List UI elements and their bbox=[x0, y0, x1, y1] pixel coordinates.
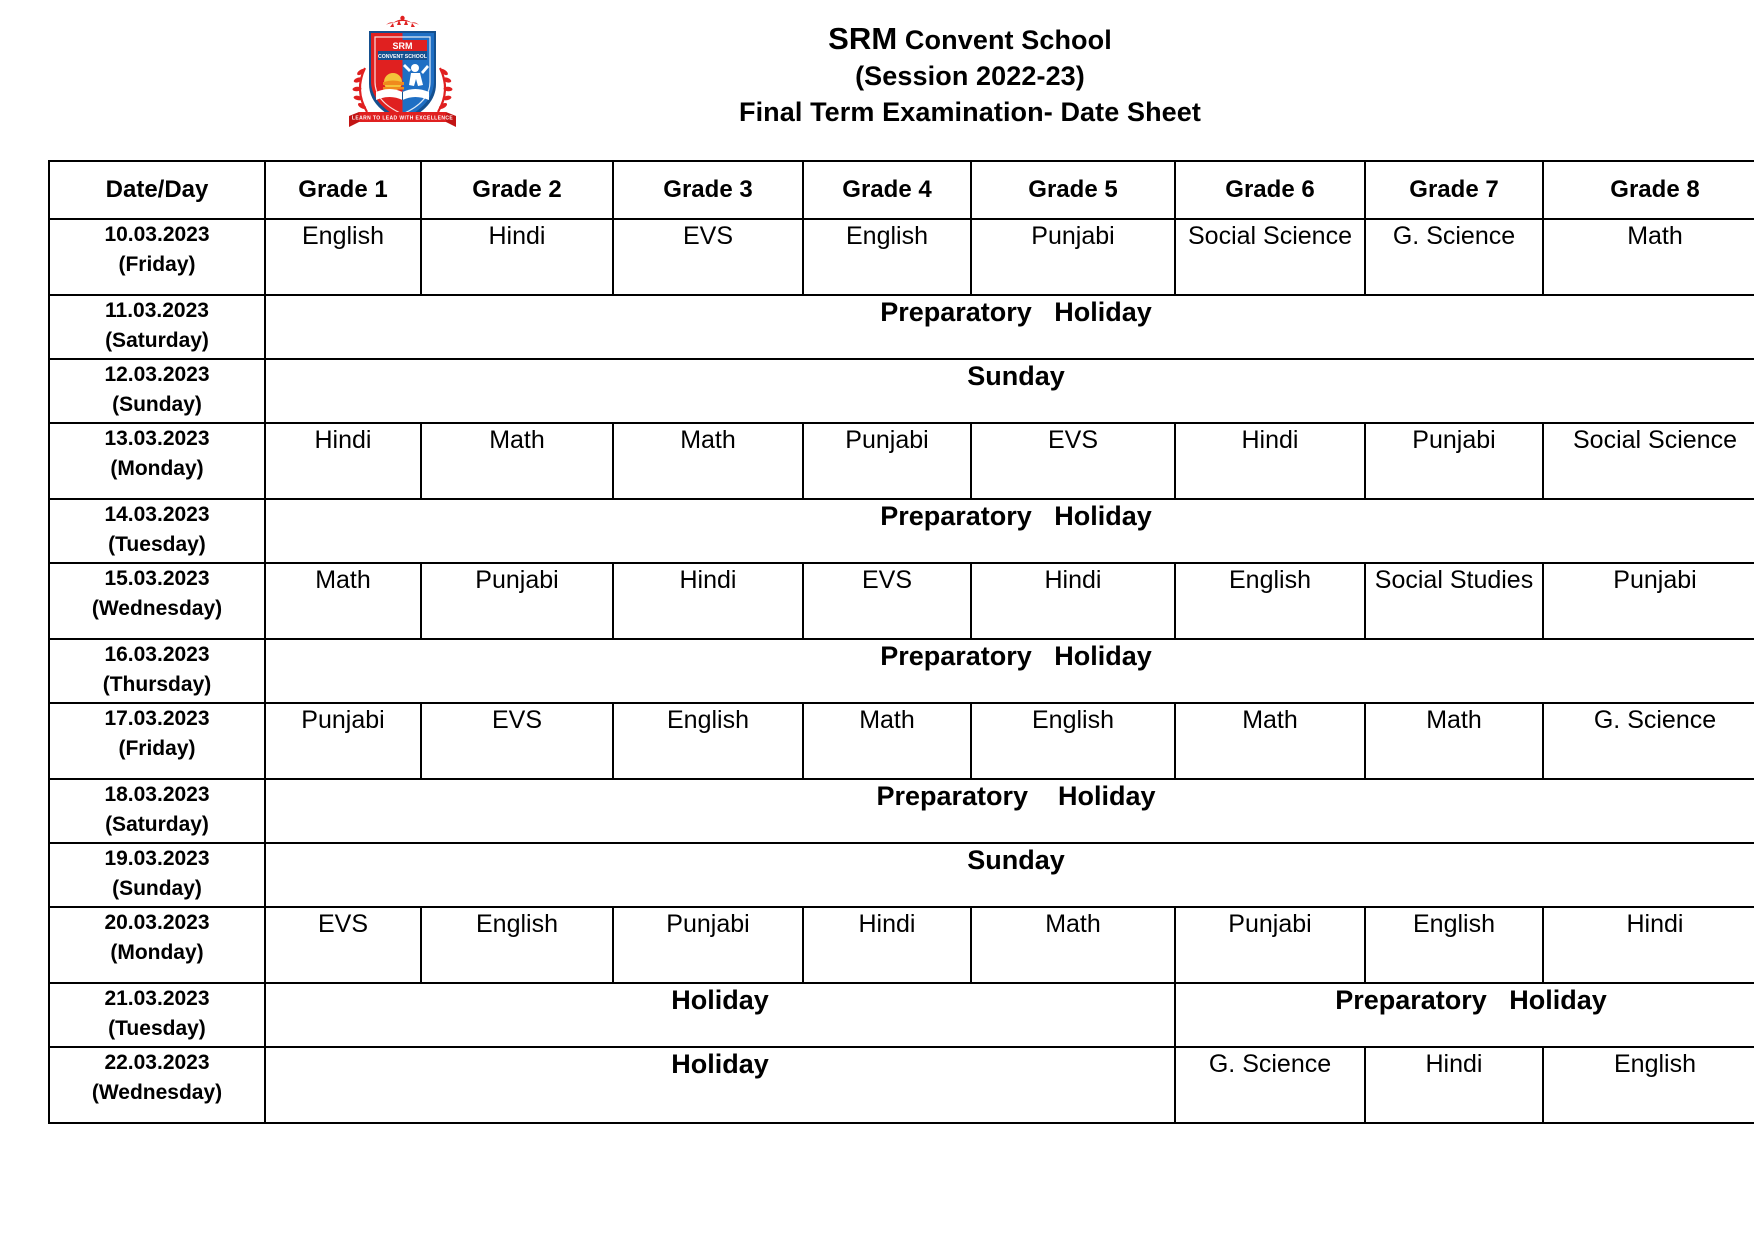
date-text: 10.03.2023 bbox=[104, 223, 210, 246]
holiday-banner-cell: Preparatory Holiday bbox=[265, 295, 1754, 359]
subject-cell: Hindi bbox=[265, 423, 421, 499]
subject-cell: Math bbox=[613, 423, 803, 499]
subject-cell: G. Science bbox=[1175, 1047, 1365, 1123]
school-name-bold: SRM bbox=[828, 21, 898, 56]
day-text: (Friday) bbox=[118, 737, 196, 761]
date-sheet-table bbox=[48, 160, 1754, 1124]
subject-cell: Math bbox=[1543, 219, 1754, 295]
subject-cell: Hindi bbox=[1175, 423, 1365, 499]
subject-cell: EVS bbox=[613, 219, 803, 295]
school-logo-icon bbox=[345, 12, 460, 130]
subject-cell: English bbox=[971, 703, 1175, 779]
subject-cell: English bbox=[265, 219, 421, 295]
subject-cell: Punjabi bbox=[803, 423, 971, 499]
day-text: (Tuesday) bbox=[108, 533, 206, 557]
column-header-grade-3 bbox=[613, 161, 803, 219]
subject-cell: G. Science bbox=[1543, 703, 1754, 779]
table-row bbox=[49, 499, 1754, 563]
column-header-label: Grade 7 bbox=[1409, 175, 1499, 203]
column-header-grade-2 bbox=[421, 161, 613, 219]
date-text: 17.03.2023 bbox=[104, 707, 210, 730]
holiday-banner-cell-right: Preparatory Holiday bbox=[1175, 983, 1754, 1047]
table-row bbox=[49, 843, 1754, 907]
date-day-cell bbox=[49, 499, 265, 563]
subject-cell: G. Science bbox=[1365, 219, 1543, 295]
holiday-banner-cell: Preparatory Holiday bbox=[265, 639, 1754, 703]
document-title-line: Final Term Examination- Date Sheet bbox=[738, 97, 1201, 128]
session-line: (Session 2022-23) bbox=[855, 61, 1085, 92]
date-day-cell bbox=[49, 219, 265, 295]
subject-cell: Math bbox=[1175, 703, 1365, 779]
table-row bbox=[49, 423, 1754, 499]
date-sheet-table-wrap bbox=[48, 160, 1737, 1124]
table-row bbox=[49, 359, 1754, 423]
column-header-label: Grade 5 bbox=[1028, 175, 1118, 203]
date-day-cell bbox=[49, 423, 265, 499]
date-day-cell bbox=[49, 779, 265, 843]
subject-cell: English bbox=[1365, 907, 1543, 983]
subject-cell: Hindi bbox=[1365, 1047, 1543, 1123]
table-row bbox=[49, 563, 1754, 639]
school-name-rest: Convent School bbox=[897, 25, 1112, 55]
date-text: 13.03.2023 bbox=[104, 427, 210, 450]
table-row bbox=[49, 907, 1754, 983]
title-block bbox=[470, 18, 1470, 131]
subject-cell: Hindi bbox=[971, 563, 1175, 639]
holiday-banner-cell: Sunday bbox=[265, 843, 1754, 907]
table-row bbox=[49, 295, 1754, 359]
day-text: (Sunday) bbox=[112, 393, 202, 417]
column-header-label: Grade 2 bbox=[472, 175, 562, 203]
subject-cell: Hindi bbox=[803, 907, 971, 983]
subject-cell: Punjabi bbox=[613, 907, 803, 983]
date-text: 15.03.2023 bbox=[104, 567, 210, 590]
date-day-cell bbox=[49, 563, 265, 639]
subject-cell: Hindi bbox=[613, 563, 803, 639]
holiday-banner-cell-left: Holiday bbox=[265, 983, 1175, 1047]
day-text: (Friday) bbox=[118, 253, 196, 277]
subject-cell: Social Science bbox=[1543, 423, 1754, 499]
holiday-banner-cell: Sunday bbox=[265, 359, 1754, 423]
day-text: (Wednesday) bbox=[91, 1081, 223, 1105]
table-row bbox=[49, 983, 1754, 1047]
day-text: (Sunday) bbox=[112, 877, 202, 901]
day-text: (Tuesday) bbox=[108, 1017, 206, 1041]
table-row bbox=[49, 1047, 1754, 1123]
date-text: 19.03.2023 bbox=[104, 847, 210, 870]
day-text: (Monday) bbox=[110, 941, 204, 965]
column-header-label: Grade 3 bbox=[663, 175, 753, 203]
holiday-banner-cell-left: Holiday bbox=[265, 1047, 1175, 1123]
date-day-cell bbox=[49, 295, 265, 359]
date-text: 12.03.2023 bbox=[104, 363, 210, 386]
holiday-banner-cell: Preparatory Holiday bbox=[265, 499, 1754, 563]
date-text: 16.03.2023 bbox=[104, 643, 210, 666]
svg-text:SRM: SRM bbox=[392, 41, 413, 51]
column-header-label: Grade 8 bbox=[1610, 175, 1700, 203]
table-row bbox=[49, 779, 1754, 843]
column-header-date-day bbox=[49, 161, 265, 219]
subject-cell: Punjabi bbox=[1175, 907, 1365, 983]
subject-cell: EVS bbox=[971, 423, 1175, 499]
day-text: (Wednesday) bbox=[91, 597, 223, 621]
date-day-cell bbox=[49, 1047, 265, 1123]
table-row bbox=[49, 703, 1754, 779]
subject-cell: Math bbox=[803, 703, 971, 779]
subject-cell: Hindi bbox=[1543, 907, 1754, 983]
column-header-grade-6 bbox=[1175, 161, 1365, 219]
column-header-grade-5 bbox=[971, 161, 1175, 219]
column-header-label: Date/Day bbox=[105, 175, 209, 203]
date-day-cell bbox=[49, 983, 265, 1047]
subject-cell: Social Science bbox=[1175, 219, 1365, 295]
day-text: (Thursday) bbox=[102, 673, 212, 697]
subject-cell: Math bbox=[421, 423, 613, 499]
table-row bbox=[49, 639, 1754, 703]
document-header bbox=[0, 0, 1754, 140]
subject-cell: Math bbox=[265, 563, 421, 639]
svg-text:CONVENT SCHOOL: CONVENT SCHOOL bbox=[378, 54, 427, 60]
day-text: (Saturday) bbox=[105, 813, 209, 837]
column-header-grade-8 bbox=[1543, 161, 1754, 219]
column-header-grade-7 bbox=[1365, 161, 1543, 219]
date-text: 11.03.2023 bbox=[105, 299, 209, 322]
subject-cell: EVS bbox=[803, 563, 971, 639]
subject-cell: Math bbox=[1365, 703, 1543, 779]
day-text: (Monday) bbox=[110, 457, 204, 481]
subject-cell: English bbox=[613, 703, 803, 779]
column-header-grade-1 bbox=[265, 161, 421, 219]
subject-cell: English bbox=[1175, 563, 1365, 639]
subject-cell: English bbox=[1543, 1047, 1754, 1123]
date-text: 20.03.2023 bbox=[104, 911, 210, 934]
school-name-line bbox=[470, 18, 1470, 59]
subject-cell: Hindi bbox=[421, 219, 613, 295]
date-day-cell bbox=[49, 843, 265, 907]
date-day-cell bbox=[49, 639, 265, 703]
day-text: (Saturday) bbox=[105, 329, 209, 353]
subject-cell: English bbox=[421, 907, 613, 983]
subject-cell: Punjabi bbox=[971, 219, 1175, 295]
subject-cell: EVS bbox=[421, 703, 613, 779]
subject-cell: Punjabi bbox=[1543, 563, 1754, 639]
date-text: 18.03.2023 bbox=[104, 783, 210, 806]
subject-cell: English bbox=[803, 219, 971, 295]
table-row bbox=[49, 219, 1754, 295]
date-day-cell bbox=[49, 703, 265, 779]
subject-cell: Punjabi bbox=[421, 563, 613, 639]
subject-cell: Math bbox=[971, 907, 1175, 983]
column-header-grade-4 bbox=[803, 161, 971, 219]
date-text: 21.03.2023 bbox=[104, 987, 210, 1010]
subject-cell: Social Studies bbox=[1365, 563, 1543, 639]
svg-text:LEARN TO LEAD WITH EXCELLENCE: LEARN TO LEAD WITH EXCELLENCE bbox=[351, 115, 454, 122]
table-header-row bbox=[49, 161, 1754, 219]
subject-cell: EVS bbox=[265, 907, 421, 983]
date-day-cell bbox=[49, 907, 265, 983]
subject-cell: Punjabi bbox=[1365, 423, 1543, 499]
column-header-label: Grade 6 bbox=[1225, 175, 1315, 203]
column-header-label: Grade 1 bbox=[298, 175, 388, 203]
column-header-label: Grade 4 bbox=[842, 175, 932, 203]
subject-cell: Punjabi bbox=[265, 703, 421, 779]
date-text: 14.03.2023 bbox=[104, 503, 210, 526]
date-day-cell bbox=[49, 359, 265, 423]
date-text: 22.03.2023 bbox=[104, 1051, 210, 1074]
holiday-banner-cell: Preparatory Holiday bbox=[265, 779, 1754, 843]
